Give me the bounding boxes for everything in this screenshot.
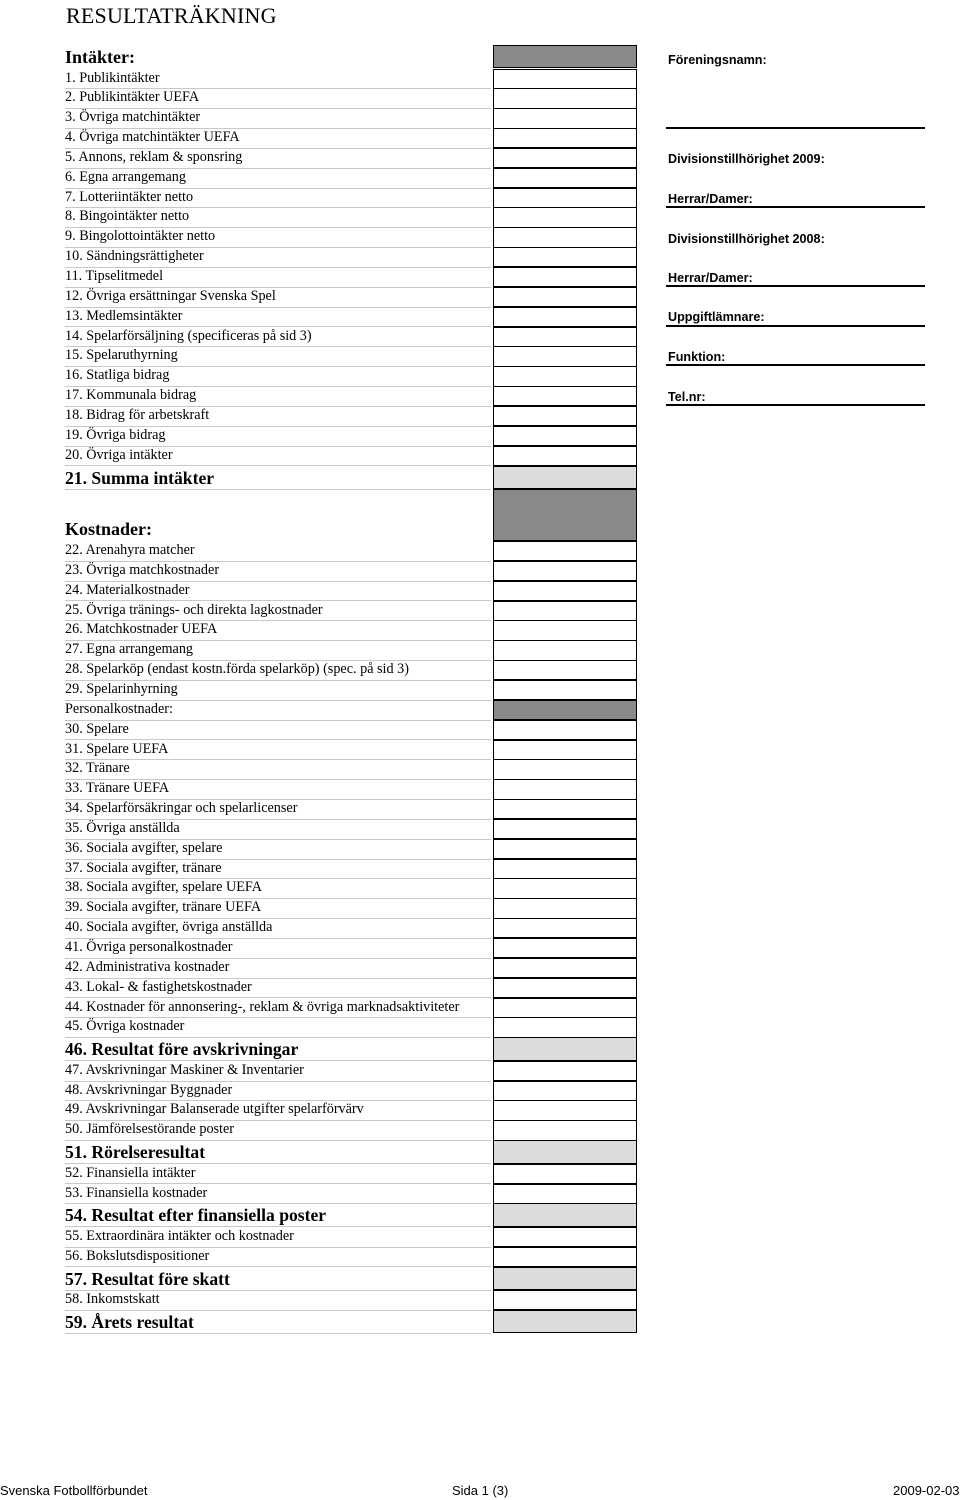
income-amount-input[interactable] [493,188,637,208]
cost-item-label: 24. Materialkostnader [65,581,491,602]
personnel-amount-input[interactable] [493,898,637,918]
income-item-label: 17. Kommunala bidrag [65,386,491,407]
depreciation-item: 47. Avskrivningar Maskiner & Inventarier [65,1061,491,1082]
extra-item-input[interactable] [493,1227,637,1247]
personnel-amount-input[interactable] [493,938,637,958]
costs-header-cell [493,489,637,541]
herrdam1-label: Herrar/Damer: [668,192,753,206]
result-46-cell [493,1037,637,1061]
cost-amount-input[interactable] [493,620,637,640]
cost-amount-input[interactable] [493,601,637,621]
cost-item-label: 29. Spelarinhyrning [65,680,491,701]
income-item-label: 1. Publikintäkter [65,69,491,90]
result-51: 51. Rörelseresultat [65,1141,491,1164]
income-amount-input[interactable] [493,168,637,188]
result-59-cell [493,1310,637,1334]
income-item-label: 15. Spelaruthyrning [65,346,491,367]
personnel-amount-input[interactable] [493,819,637,839]
costs-heading: Kostnader: [65,519,152,539]
personnel-item-label: 31. Spelare UEFA [65,740,491,761]
income-amount-input[interactable] [493,287,637,307]
income-amount-input[interactable] [493,446,637,466]
result-51-cell [493,1140,637,1164]
result-57-cell [493,1267,637,1291]
income-amount-input[interactable] [493,207,637,227]
personnel-amount-input[interactable] [493,878,637,898]
result-54-cell [493,1203,637,1227]
income-amount-input[interactable] [493,346,637,366]
cost-amount-input[interactable] [493,958,637,978]
personnel-heading: Personalkostnader: [65,700,491,721]
cost-item-label: 27. Egna arrangemang [65,640,491,661]
tax-item: 58. Inkomstskatt [65,1290,491,1311]
cost-amount-input[interactable] [493,541,637,561]
result-57: 57. Resultat före skatt [65,1268,491,1291]
personnel-item-label: 34. Spelarförsäkringar och spelarlicenser [65,799,491,820]
herrdam2-line[interactable] [666,285,925,287]
depreciation-item-input[interactable] [493,1100,637,1120]
forening-line[interactable] [666,127,925,129]
cost-amount-input[interactable] [493,998,637,1018]
cost-amount-input[interactable] [493,581,637,601]
result-46: 46. Resultat före avskrivningar [65,1038,491,1061]
cost-amount-input[interactable] [493,1017,637,1037]
depreciation-item-input[interactable] [493,1081,637,1101]
income-total-cell [493,466,637,489]
income-amount-input[interactable] [493,267,637,287]
income-item-label: 6. Egna arrangemang [65,168,491,189]
personnel-amount-input[interactable] [493,859,637,879]
extra-item: 56. Bokslutsdispositioner [65,1247,491,1268]
footer-date: 2009-02-03 [893,1483,960,1498]
herrdam2-label: Herrar/Damer: [668,271,753,285]
income-item-label: 5. Annons, reklam & sponsring [65,148,491,169]
income-amount-input[interactable] [493,69,637,89]
page-title: RESULTATRÄKNING [66,3,277,28]
personnel-item-label: 38. Sociala avgifter, spelare UEFA [65,878,491,899]
income-item-label: 13. Medlemsintäkter [65,307,491,328]
personnel-item-label: 32. Tränare [65,759,491,780]
income-amount-input[interactable] [493,406,637,426]
extra-item-input[interactable] [493,1247,637,1267]
cost-item-label: 45. Övriga kostnader [65,1017,491,1038]
personnel-item-label: 39. Sociala avgifter, tränare UEFA [65,898,491,919]
income-amount-input[interactable] [493,366,637,386]
income-item-label: 20. Övriga intäkter [65,446,491,467]
depreciation-item: 50. Jämförelsestörande poster [65,1120,491,1141]
cost-amount-input[interactable] [493,660,637,680]
income-item-label: 4. Övriga matchintäkter UEFA [65,128,491,149]
income-total-label: 21. Summa intäkter [65,467,491,490]
personnel-item-label: 33. Tränare UEFA [65,779,491,800]
income-item-label: 8. Bingointäkter netto [65,207,491,228]
telnr-label: Tel.nr: [668,390,706,404]
footer-page: Sida 1 (3) [452,1483,509,1498]
personnel-item-label: 35. Övriga anställda [65,819,491,840]
income-item-label: 7. Lotteriintäkter netto [65,188,491,209]
personnel-amount-input[interactable] [493,720,637,740]
cost-item-label: 44. Kostnader för annonsering-, reklam & övriga marknadsaktiviteter [65,998,491,1019]
telnr-line[interactable] [666,404,925,406]
funktion-line[interactable] [666,364,925,366]
div2008-label: Divisionstillhörighet 2008: [668,232,825,246]
personnel-amount-input[interactable] [493,759,637,779]
depreciation-item: 49. Avskrivningar Balanserade utgifter spelarförvärv [65,1100,491,1121]
personnel-amount-input[interactable] [493,779,637,799]
cost-amount-input[interactable] [493,640,637,660]
income-amount-input[interactable] [493,108,637,128]
personnel-amount-input[interactable] [493,918,637,938]
depreciation-item: 48. Avskrivningar Byggnader [65,1081,491,1102]
income-item-label: 11. Tipselitmedel [65,267,491,288]
depreciation-item-input[interactable] [493,1061,637,1081]
income-amount-input[interactable] [493,426,637,446]
personnel-amount-input[interactable] [493,839,637,859]
income-heading: Intäkter: [65,47,135,67]
cost-item-label: 26. Matchkostnader UEFA [65,620,491,641]
income-item-label: 3. Övriga matchintäkter [65,108,491,129]
extra-item: 55. Extraordinära intäkter och kostnader [65,1227,491,1248]
cost-item-label: 43. Lokal- & fastighetskostnader [65,978,491,999]
income-item-label: 9. Bingolottointäkter netto [65,227,491,248]
income-item-label: 19. Övriga bidrag [65,426,491,447]
uppgift-label: Uppgiftlämnare: [668,310,765,324]
personnel-item-label: 37. Sociala avgifter, tränare [65,859,491,880]
income-item-label: 10. Sändningsrättigheter [65,247,491,268]
income-header-cell [493,45,637,68]
herrdam1-line[interactable] [666,206,925,208]
income-amount-input[interactable] [493,327,637,347]
div2009-label: Divisionstillhörighet 2009: [668,152,825,166]
financial-item: 52. Finansiella intäkter [65,1164,491,1185]
personnel-amount-input[interactable] [493,799,637,819]
uppgift-line[interactable] [666,325,925,327]
financial-item: 53. Finansiella kostnader [65,1184,491,1205]
income-item-label: 18. Bidrag för arbetskraft [65,406,491,427]
cost-item-label: 25. Övriga tränings- och direkta lagkostnader [65,601,491,622]
result-59: 59. Årets resultat [65,1311,491,1334]
personnel-item-label: 30. Spelare [65,720,491,741]
cost-item-label: 28. Spelarköp (endast kostn.förda spelarköp) (spec. på sid 3) [65,660,491,681]
income-amount-input[interactable] [493,227,637,247]
depreciation-item-input[interactable] [493,1120,637,1140]
cost-item-label: 42. Administrativa kostnader [65,958,491,979]
cost-amount-input[interactable] [493,978,637,998]
income-amount-input[interactable] [493,88,637,108]
financial-item-input[interactable] [493,1184,637,1204]
income-item-label: 2. Publikintäkter UEFA [65,88,491,109]
income-amount-input[interactable] [493,386,637,406]
income-item-label: 16. Statliga bidrag [65,366,491,387]
cost-item-label: 22. Arenahyra matcher [65,541,491,562]
funktion-label: Funktion: [668,350,726,364]
personnel-item-label: 40. Sociala avgifter, övriga anställda [65,918,491,939]
cost-item-label: 23. Övriga matchkostnader [65,561,491,582]
personnel-item-label: 36. Sociala avgifter, spelare [65,839,491,860]
income-amount-input[interactable] [493,128,637,148]
tax-item-input[interactable] [493,1290,637,1310]
income-amount-input[interactable] [493,307,637,327]
personnel-item-label: 41. Övriga personalkostnader [65,938,491,959]
income-amount-input[interactable] [493,247,637,267]
result-54: 54. Resultat efter finansiella poster [65,1204,491,1227]
cost-amount-input[interactable] [493,680,637,700]
personnel-header-cell [493,700,637,720]
forening-label: Föreningsnamn: [668,53,767,67]
income-item-label: 14. Spelarförsäljning (specificeras på sid 3) [65,327,491,348]
footer-org: Svenska Fotbollförbundet [0,1483,148,1498]
income-amount-input[interactable] [493,148,637,168]
financial-item-input[interactable] [493,1164,637,1184]
cost-amount-input[interactable] [493,561,637,581]
income-item-label: 12. Övriga ersättningar Svenska Spel [65,287,491,308]
personnel-amount-input[interactable] [493,740,637,760]
